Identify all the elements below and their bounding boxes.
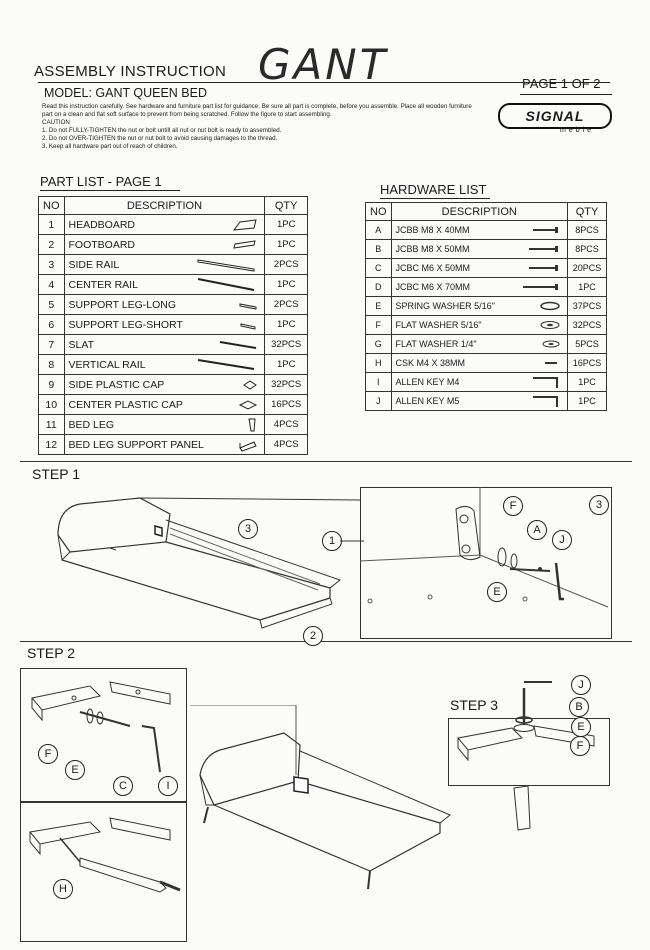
callout-hardware-h-step2: H [53,879,73,899]
part-qty: 32PCS [265,375,308,395]
side-plastic-cap-icon [242,379,258,391]
part-qty: 1PC [265,315,308,335]
center-rail-icon [196,277,258,293]
part-no: 6 [39,315,65,335]
hw-qty: 5PCS [568,335,607,354]
model-label: MODEL: GANT QUEEN BED [44,86,207,100]
table-row [366,373,607,392]
callout-part-1: 1 [322,531,342,551]
callout-hardware-f-step3: F [570,736,590,756]
callout-hardware-e-step3: E [571,717,591,737]
part-desc: FOOTBOARD [68,238,136,251]
handwritten-model-note: GANT [258,40,389,89]
part-list-header-no: NO [39,197,65,215]
hw-no: I [366,373,392,392]
hardware-list-header-desc: DESCRIPTION [391,203,568,221]
hw-desc: FLAT WASHER 5/16" [395,320,482,330]
side-rail-icon [196,257,258,273]
part-desc: SUPPORT LEG-LONG [68,298,177,311]
vertical-rail-icon [196,358,258,372]
part-qty: 4PCS [265,415,308,435]
table-row [366,297,607,316]
part-no: 11 [39,415,65,435]
document-title: ASSEMBLY INSTRUCTION [34,63,227,80]
step1-divider [20,461,632,462]
part-qty: 4PCS [265,435,308,455]
hw-no: H [366,354,392,373]
hw-no: E [366,297,392,316]
part-qty: 16PCS [265,395,308,415]
table-row [366,392,607,411]
table-row [366,240,607,259]
allen-key-icon [531,375,561,389]
table-row [366,259,607,278]
table-row [39,415,308,435]
step1-bracket-detail-diagram [360,487,610,637]
footboard-icon [232,238,258,252]
table-row [39,355,308,375]
page-indicator: PAGE 1 OF 2 [522,76,601,91]
table-row [39,275,308,295]
part-desc: VERTICAL RAIL [68,358,146,371]
hw-no: J [366,392,392,411]
callout-hardware-j-step3: J [571,675,591,695]
caution-2: 2. Do not OVER-TIGHTEN the nut or nut bolt to avoid causing damages to the thread. [42,135,278,143]
callout-hardware-e-step2: E [65,760,85,780]
part-qty: 1PC [265,275,308,295]
table-row [39,435,308,455]
part-qty: 2PCS [265,295,308,315]
hw-qty: 8PCS [568,240,607,259]
hardware-list-underline [380,198,490,199]
part-desc: SIDE RAIL [68,258,120,271]
part-desc: CENTER RAIL [68,278,138,291]
hw-desc: ALLEN KEY M5 [395,396,460,406]
instructions-block [42,103,472,152]
callout-part-3: 3 [238,519,258,539]
hw-desc: JCBB M8 X 40MM [395,225,470,235]
table-row [366,221,607,240]
part-no: 5 [39,295,65,315]
part-list-underline [40,190,180,191]
table-row [366,316,607,335]
part-list-table [38,196,308,455]
bolt-icon [527,245,561,253]
part-qty: 1PC [265,235,308,255]
part-no: 4 [39,275,65,295]
part-desc: SLAT [68,338,94,351]
part-qty: 32PCS [265,335,308,355]
flat-washer-icon [539,320,561,330]
callout-hardware-f: F [503,496,523,516]
callout-hardware-i-step2: I [158,776,178,796]
hw-qty: 37PCS [568,297,607,316]
callout-part-3-detail: 3 [589,495,609,515]
part-no: 10 [39,395,65,415]
step2-divider [20,641,632,642]
part-no: 1 [39,215,65,235]
hw-desc: JCBC M6 X 70MM [395,282,471,292]
part-no: 8 [39,355,65,375]
hw-qty: 1PC [568,392,607,411]
part-desc: CENTER PLASTIC CAP [68,398,183,411]
hw-desc: SPRING WASHER 5/16" [395,301,495,311]
allen-key-icon [531,394,561,408]
hardware-list-header-qty: QTY [568,203,607,221]
brand-logo-sub: meble [560,127,595,134]
callout-hardware-c-step2: C [113,776,133,796]
hw-no: F [366,316,392,335]
table-row [39,235,308,255]
hw-no: B [366,240,392,259]
part-no: 3 [39,255,65,275]
table-row [366,278,607,297]
hw-no: C [366,259,392,278]
hw-desc: JCBC M6 X 50MM [395,263,471,273]
hardware-list-header-row [366,203,607,221]
part-qty: 2PCS [265,255,308,275]
hardware-list-title: HARDWARE LIST [380,182,487,197]
part-no: 7 [39,335,65,355]
hw-qty: 32PCS [568,316,607,335]
bolt-icon [527,264,561,272]
hw-desc: ALLEN KEY M4 [395,377,460,387]
hw-qty: 1PC [568,278,607,297]
step3-title: STEP 3 [450,697,498,713]
slat-icon [218,339,258,351]
hardware-list-table [365,202,607,411]
step2-title: STEP 2 [27,645,75,661]
step1-bed-frame-diagram [40,480,360,640]
part-list-header-qty: QTY [265,197,308,215]
part-desc: BED LEG SUPPORT PANEL [68,438,204,451]
hw-no: A [366,221,392,240]
bolt-icon [531,226,561,234]
step1-title: STEP 1 [32,466,80,482]
hw-qty: 1PC [568,373,607,392]
hw-no: D [366,278,392,297]
spring-washer-icon [539,301,561,311]
part-list-header-desc: DESCRIPTION [64,197,265,215]
hw-qty: 20PCS [568,259,607,278]
step2-screw-diagram [20,802,185,940]
callout-hardware-b-step3: B [569,697,589,717]
step2-bed-frame-diagram [190,705,460,895]
callout-hardware-a: A [527,520,547,540]
brand-logo: SIGNAL [498,103,612,129]
table-row [39,295,308,315]
hw-qty: 16PCS [568,354,607,373]
table-row [39,375,308,395]
table-row [39,395,308,415]
table-row [366,354,607,373]
hw-desc: CSK M4 X 38MM [395,358,466,368]
table-row [39,315,308,335]
callout-part-2: 2 [303,626,323,646]
hw-desc: JCBB M8 X 50MM [395,244,470,254]
part-list-header-row [39,197,308,215]
bed-leg-support-panel-icon [238,438,258,452]
table-row [39,255,308,275]
hw-no: G [366,335,392,354]
part-no: 2 [39,235,65,255]
callout-hardware-f-step2: F [38,744,58,764]
caution-label: CAUTION [42,119,70,127]
table-row [39,335,308,355]
part-desc: SIDE PLASTIC CAP [68,378,165,391]
caution-3: 3. Keep all hardware part out of reach of children. [42,143,178,151]
support-leg-short-icon [238,320,258,330]
flat-washer-icon [541,339,561,349]
part-no: 12 [39,435,65,455]
table-row [366,335,607,354]
bed-leg-icon [246,417,258,433]
callout-hardware-e: E [487,582,507,602]
hw-qty: 8PCS [568,221,607,240]
instructions-intro: Read this instruction carefully. See hardware and furniture part list for guidance. Be sure all part is complete, before you assemble. Place all wooden furniture part on a clean and flat soft surface to prevent from being scratched. Follow the figure to start assembling. [42,103,472,119]
support-leg-long-icon [238,300,258,310]
part-list-title: PART LIST - PAGE 1 [40,174,162,189]
center-plastic-cap-icon [238,399,258,411]
part-desc: HEADBOARD [68,218,136,231]
headboard-icon [232,218,258,232]
screw-icon [543,359,561,367]
part-desc: SUPPORT LEG-SHORT [68,318,183,331]
part-desc: BED LEG [68,418,115,431]
callout-hardware-j: J [552,530,572,550]
table-row [39,215,308,235]
part-qty: 1PC [265,215,308,235]
part-no: 9 [39,375,65,395]
caution-1: 1. Do not FULLY-TIGHTEN the nut or bolt untill all nut or nut bolt is ready to assembled. [42,127,282,135]
hardware-list-header-no: NO [366,203,392,221]
bolt-icon [521,283,561,291]
hw-desc: FLAT WASHER 1/4" [395,339,477,349]
part-qty: 1PC [265,355,308,375]
